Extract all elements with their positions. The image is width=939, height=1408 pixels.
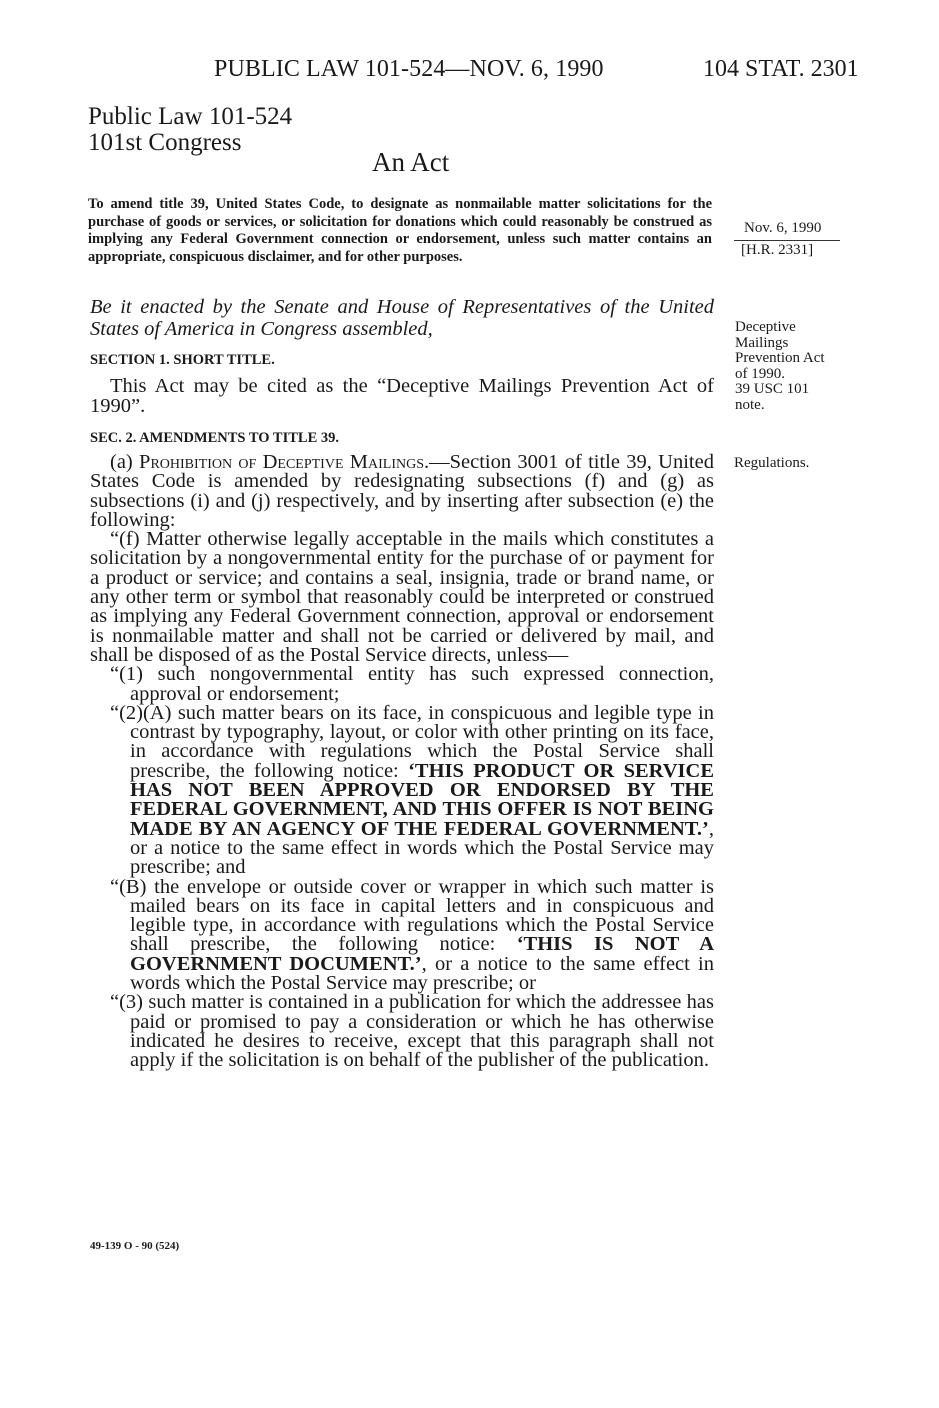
section-1-text: This Act may be cited as the “Deceptive Mailings Prevention Act of 1990”. xyxy=(90,375,714,417)
public-law-number: Public Law 101-524 xyxy=(88,103,293,130)
paragraph-2a-text: “(2)(A) such matter bears on its face, in conspicuous and legible type in contrast by typography, layout, or color with other printing on its face, in accordance with regulations which the Postal Service shall prescribe, the following notice: xyxy=(110,701,714,782)
subsection-a xyxy=(90,453,714,530)
running-head-law: PUBLIC LAW 101-524—NOV. 6, 1990 xyxy=(214,56,604,82)
section-2-heading: SEC. 2. AMENDMENTS TO TITLE 39. xyxy=(90,430,339,446)
margin-note-line: 39 USC 101 xyxy=(735,381,810,397)
section-1-heading: SECTION 1. SHORT TITLE. xyxy=(90,352,275,368)
purpose-clause: To amend title 39, United States Code, to designate as nonmailable matter solicitations for the purchase of goods or services, or solicitation for donations which could reasonably be construed as implying any Federal Government connection or endorsement, unless such matter contains an appropriate, conspicuous disclaimer, and for other purposes. xyxy=(88,196,712,265)
margin-note-date: Nov. 6, 1990 xyxy=(744,220,822,236)
section-2-body xyxy=(90,453,714,1071)
paragraph-2a-notice: ‘THIS PRODUCT OR SERVICE HAS NOT BEEN APPROVED OR ENDORSED BY THE FEDERAL GOVERNMENT, AND THIS OFFER IS NOT BEING MADE BY AN AGENCY OF THE FEDERAL GOVERNMENT.’ xyxy=(130,759,715,840)
paragraph-2a xyxy=(90,701,715,879)
running-head xyxy=(0,0,939,90)
margin-note-rule xyxy=(734,240,840,241)
margin-note-line: of 1990. xyxy=(735,365,785,382)
paragraph-2b-tail: , or a notice to the same effect in words which the Postal Service may prescribe; or xyxy=(130,952,714,995)
paragraph-2b xyxy=(90,875,714,995)
paragraph-2b-notice: ‘THIS IS NOT A GOVERNMENT DOCUMENT.’ xyxy=(130,933,714,975)
margin-note-regulations: Regulations. xyxy=(734,455,810,471)
subsection-f: “(f) Matter otherwise legally acceptable in the mails which constitutes a solicitation by a nongovernmental entity for the purchase of or payment for a product or service; and contains a seal, insignia, trade or brand name, or any other term or symbol that reasonably could be interpreted or construed as implying any Federal Government connection, approval or endorsement is nonmailable matter and shall not be carried or delivered by mail, and shall be disposed of as the Postal Service directs, unless— xyxy=(90,528,714,666)
paragraph-2b-text: “(B) the envelope or outside cover or wrapper in which such matter is mailed bears on its face in capital letters and in conspicuous and legible type, in accordance with regulations which the Postal Service shall prescribe, the following notice: xyxy=(110,875,714,956)
running-head-stat-page: 104 STAT. 2301 xyxy=(703,56,859,82)
margin-note-line: Prevention Act xyxy=(735,350,825,366)
margin-note-line: note. xyxy=(735,396,765,413)
subsection-a-label: (a) xyxy=(110,451,140,473)
subsection-a-caption: Prohibition of Deceptive Mailings xyxy=(139,451,425,473)
margin-note-line: Deceptive xyxy=(735,319,796,335)
paragraph-2a-tail: , or a notice to the same effect in words which the Postal Service may prescribe; and xyxy=(130,817,714,879)
enacting-clause: Be it enacted by the Senate and House of Representatives of the United States of America in Congress assembled, xyxy=(90,296,714,340)
subsection-a-text: .—Section 3001 of title 39, United States Code is amended by redesignating subsections (f) and (g) as subsections (i) and (j) respectively, and by inserting after subsection (e) the following: xyxy=(90,451,714,531)
paragraph-1: “(1) such nongovernmental entity has such expressed connection, approval or endorsement; xyxy=(110,663,714,705)
congress-number: 101st Congress xyxy=(88,129,242,156)
margin-note-line: Mailings xyxy=(735,334,789,351)
act-title: An Act xyxy=(372,147,450,177)
print-code: 49-139 O - 90 (524) xyxy=(90,1240,180,1252)
paragraph-3: “(3) such matter is contained in a publication for which the addressee has paid or promised to pay a consideration or which he has otherwise indicated he desires to receive, except that this paragraph shall not apply if the solicitation is on behalf of the publisher of the publication. xyxy=(110,991,714,1072)
margin-note-short-title xyxy=(735,320,845,413)
margin-note-bill: [H.R. 2331] xyxy=(741,242,814,258)
